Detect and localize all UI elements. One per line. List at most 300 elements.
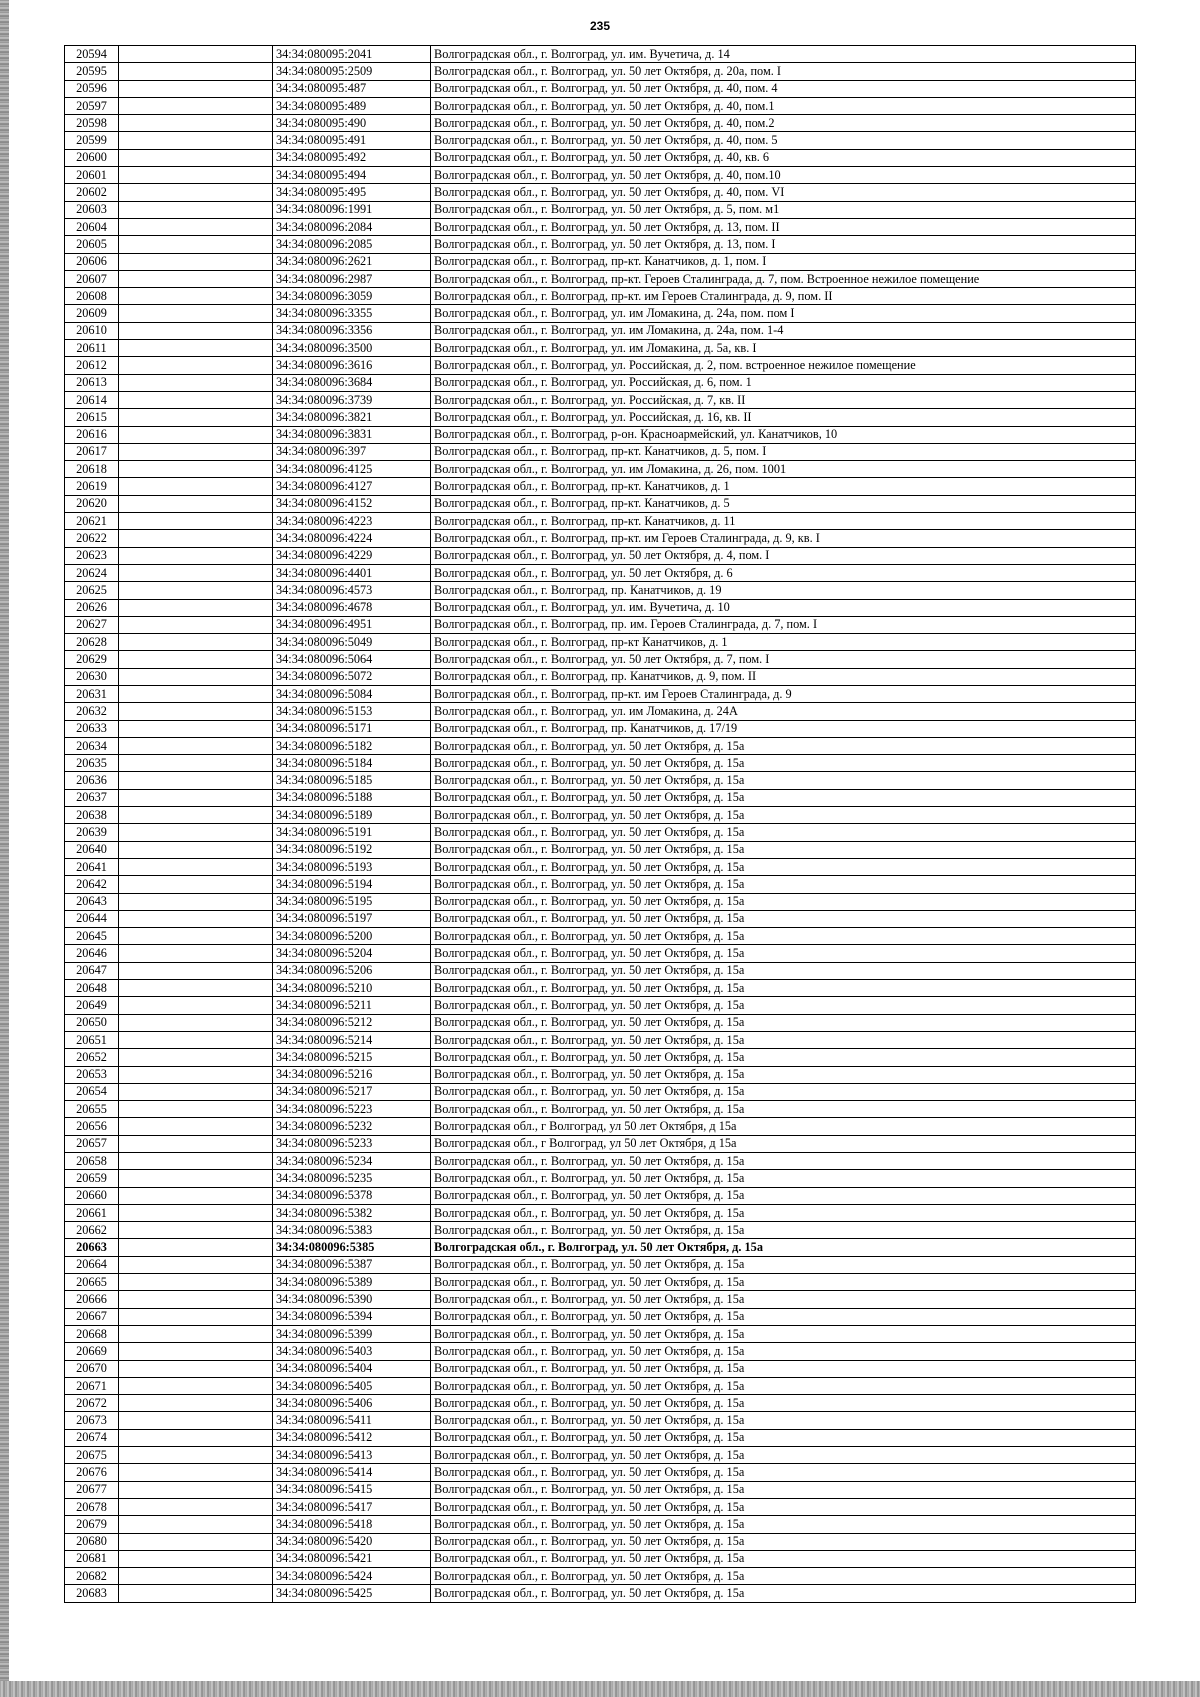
empty-cell bbox=[119, 1481, 273, 1498]
table-row bbox=[65, 46, 1136, 63]
table-row bbox=[65, 1464, 1136, 1481]
cadastral-number-cell: 34:34:080096:5417 bbox=[273, 1498, 431, 1515]
empty-cell bbox=[119, 167, 273, 184]
row-number-cell: 20649 bbox=[65, 997, 119, 1014]
table-row bbox=[65, 218, 1136, 235]
table-row bbox=[65, 997, 1136, 1014]
address-cell: Волгоградская обл., г. Волгоград, пр-кт. Канатчиков, д. 1 bbox=[431, 478, 1136, 495]
address-cell: Волгоградская обл., г. Волгоград, ул. 50 лет Октября, д. 13, пом. I bbox=[431, 236, 1136, 253]
row-number-cell: 20622 bbox=[65, 530, 119, 547]
row-number-cell: 20614 bbox=[65, 391, 119, 408]
row-number-cell: 20610 bbox=[65, 322, 119, 339]
empty-cell bbox=[119, 80, 273, 97]
table-row bbox=[65, 564, 1136, 581]
table-row bbox=[65, 478, 1136, 495]
empty-cell bbox=[119, 1031, 273, 1048]
cadastral-number-cell: 34:34:080096:5412 bbox=[273, 1429, 431, 1446]
empty-cell bbox=[119, 1464, 273, 1481]
table-row bbox=[65, 1325, 1136, 1342]
row-number-cell: 20639 bbox=[65, 824, 119, 841]
address-cell: Волгоградская обл., г. Волгоград, ул. 50 лет Октября, д. 15а bbox=[431, 1429, 1136, 1446]
empty-cell bbox=[119, 115, 273, 132]
table-row bbox=[65, 1049, 1136, 1066]
empty-cell bbox=[119, 651, 273, 668]
row-number-cell: 20679 bbox=[65, 1516, 119, 1533]
address-cell: Волгоградская обл., г. Волгоград, ул. 50 лет Октября, д. 40, пом.1 bbox=[431, 97, 1136, 114]
row-number-cell: 20609 bbox=[65, 305, 119, 322]
empty-cell bbox=[119, 980, 273, 997]
address-cell: Волгоградская обл., г. Волгоград, ул. 50 лет Октября, д. 15а bbox=[431, 1014, 1136, 1031]
row-number-cell: 20663 bbox=[65, 1239, 119, 1256]
row-number-cell: 20638 bbox=[65, 807, 119, 824]
cadastral-number-cell: 34:34:080096:397 bbox=[273, 443, 431, 460]
empty-cell bbox=[119, 685, 273, 702]
address-cell: Волгоградская обл., г. Волгоград, пр-кт. им Героев Сталинграда, д. 9, пом. II bbox=[431, 288, 1136, 305]
empty-cell bbox=[119, 1568, 273, 1585]
row-number-cell: 20633 bbox=[65, 720, 119, 737]
table-row bbox=[65, 1135, 1136, 1152]
row-number-cell: 20635 bbox=[65, 755, 119, 772]
cadastral-number-cell: 34:34:080096:5153 bbox=[273, 703, 431, 720]
row-number-cell: 20654 bbox=[65, 1083, 119, 1100]
table-row bbox=[65, 1222, 1136, 1239]
cadastral-number-cell: 34:34:080096:5385 bbox=[273, 1239, 431, 1256]
table-row bbox=[65, 893, 1136, 910]
table-row bbox=[65, 1568, 1136, 1585]
address-cell: Волгоградская обл., г. Волгоград, ул. 50 лет Октября, д. 15а bbox=[431, 997, 1136, 1014]
row-number-cell: 20669 bbox=[65, 1343, 119, 1360]
address-cell: Волгоградская обл., г. Волгоград, пр-кт. Канатчиков, д. 5, пом. I bbox=[431, 443, 1136, 460]
row-number-cell: 20675 bbox=[65, 1447, 119, 1464]
address-cell: Волгоградская обл., г. Волгоград, ул. 50 лет Октября, д. 40, пом.10 bbox=[431, 167, 1136, 184]
address-cell: Волгоградская обл., г. Волгоград, ул. 50 лет Октября, д. 15а bbox=[431, 1274, 1136, 1291]
address-cell: Волгоградская обл., г. Волгоград, ул. им Ломакина, д. 24а, пом. пом I bbox=[431, 305, 1136, 322]
empty-cell bbox=[119, 945, 273, 962]
cadastral-number-cell: 34:34:080096:5420 bbox=[273, 1533, 431, 1550]
table-row bbox=[65, 547, 1136, 564]
cadastral-number-cell: 34:34:080095:491 bbox=[273, 132, 431, 149]
table-row bbox=[65, 184, 1136, 201]
address-cell: Волгоградская обл., г. Волгоград, ул. 50 лет Октября, д. 15а bbox=[431, 1585, 1136, 1602]
table-row bbox=[65, 391, 1136, 408]
empty-cell bbox=[119, 1274, 273, 1291]
address-cell: Волгоградская обл., г. Волгоград, ул. 50 лет Октября, д. 15а bbox=[431, 1533, 1136, 1550]
cadastral-number-cell: 34:34:080096:5394 bbox=[273, 1308, 431, 1325]
row-number-cell: 20632 bbox=[65, 703, 119, 720]
row-number-cell: 20621 bbox=[65, 513, 119, 530]
cadastral-number-cell: 34:34:080096:4951 bbox=[273, 616, 431, 633]
table-row bbox=[65, 1429, 1136, 1446]
address-cell: Волгоградская обл., г. Волгоград, пр-кт. им Героев Сталинграда, д. 9, кв. I bbox=[431, 530, 1136, 547]
empty-cell bbox=[119, 962, 273, 979]
table-row bbox=[65, 80, 1136, 97]
row-number-cell: 20661 bbox=[65, 1204, 119, 1221]
table-row bbox=[65, 945, 1136, 962]
empty-cell bbox=[119, 1498, 273, 1515]
empty-cell bbox=[119, 720, 273, 737]
empty-cell bbox=[119, 616, 273, 633]
cadastral-number-cell: 34:34:080096:4125 bbox=[273, 461, 431, 478]
empty-cell bbox=[119, 184, 273, 201]
cadastral-number-cell: 34:34:080096:5211 bbox=[273, 997, 431, 1014]
cadastral-number-cell: 34:34:080096:5411 bbox=[273, 1412, 431, 1429]
registry-table bbox=[64, 45, 1136, 1603]
empty-cell bbox=[119, 97, 273, 114]
cadastral-number-cell: 34:34:080096:5235 bbox=[273, 1170, 431, 1187]
row-number-cell: 20674 bbox=[65, 1429, 119, 1446]
empty-cell bbox=[119, 1395, 273, 1412]
cadastral-number-cell: 34:34:080096:2621 bbox=[273, 253, 431, 270]
cadastral-number-cell: 34:34:080096:5064 bbox=[273, 651, 431, 668]
cadastral-number-cell: 34:34:080096:5413 bbox=[273, 1447, 431, 1464]
address-cell: Волгоградская обл., г. Волгоград, ул. 50 лет Октября, д. 15а bbox=[431, 980, 1136, 997]
address-cell: Волгоградская обл., г. Волгоград, ул. 50 лет Октября, д. 5, пом. м1 bbox=[431, 201, 1136, 218]
cadastral-number-cell: 34:34:080095:495 bbox=[273, 184, 431, 201]
row-number-cell: 20607 bbox=[65, 270, 119, 287]
table-row bbox=[65, 1118, 1136, 1135]
empty-cell bbox=[119, 391, 273, 408]
table-row bbox=[65, 1014, 1136, 1031]
address-cell: Волгоградская обл., г. Волгоград, ул. 50 лет Октября, д. 15а bbox=[431, 1204, 1136, 1221]
row-number-cell: 20644 bbox=[65, 910, 119, 927]
table-row bbox=[65, 149, 1136, 166]
empty-cell bbox=[119, 1066, 273, 1083]
table-row bbox=[65, 115, 1136, 132]
cadastral-number-cell: 34:34:080095:492 bbox=[273, 149, 431, 166]
cadastral-number-cell: 34:34:080096:5215 bbox=[273, 1049, 431, 1066]
cadastral-number-cell: 34:34:080096:2085 bbox=[273, 236, 431, 253]
cadastral-number-cell: 34:34:080096:3684 bbox=[273, 374, 431, 391]
address-cell: Волгоградская обл., г. Волгоград, пр. Канатчиков, д. 17/19 bbox=[431, 720, 1136, 737]
address-cell: Волгоградская обл., г. Волгоград, ул. 50 лет Октября, д. 15а bbox=[431, 1481, 1136, 1498]
row-number-cell: 20611 bbox=[65, 340, 119, 357]
empty-cell bbox=[119, 772, 273, 789]
row-number-cell: 20605 bbox=[65, 236, 119, 253]
cadastral-number-cell: 34:34:080096:5403 bbox=[273, 1343, 431, 1360]
cadastral-number-cell: 34:34:080096:5387 bbox=[273, 1256, 431, 1273]
scan-edge-bottom bbox=[0, 1681, 1200, 1697]
cadastral-number-cell: 34:34:080096:5189 bbox=[273, 807, 431, 824]
row-number-cell: 20665 bbox=[65, 1274, 119, 1291]
cadastral-number-cell: 34:34:080096:4678 bbox=[273, 599, 431, 616]
cadastral-number-cell: 34:34:080096:5234 bbox=[273, 1153, 431, 1170]
address-cell: Волгоградская обл., г. Волгоград, ул. 50 лет Октября, д. 15а bbox=[431, 1153, 1136, 1170]
row-number-cell: 20643 bbox=[65, 893, 119, 910]
address-cell: Волгоградская обл., г. Волгоград, ул. 50 лет Октября, д. 15а bbox=[431, 824, 1136, 841]
empty-cell bbox=[119, 703, 273, 720]
address-cell: Волгоградская обл., г. Волгоград, пр. им. Героев Сталинграда, д. 7, пом. I bbox=[431, 616, 1136, 633]
table-row bbox=[65, 599, 1136, 616]
address-cell: Волгоградская обл., г. Волгоград, ул. 50 лет Октября, д. 15а bbox=[431, 789, 1136, 806]
cadastral-number-cell: 34:34:080096:3616 bbox=[273, 357, 431, 374]
address-cell: Волгоградская обл., г. Волгоград, ул. 50 лет Октября, д. 20а, пом. I bbox=[431, 63, 1136, 80]
address-cell: Волгоградская обл., г. Волгоград, ул. 50 лет Октября, д. 15а bbox=[431, 1031, 1136, 1048]
cadastral-number-cell: 34:34:080096:5184 bbox=[273, 755, 431, 772]
cadastral-number-cell: 34:34:080096:5223 bbox=[273, 1101, 431, 1118]
table-row bbox=[65, 530, 1136, 547]
cadastral-number-cell: 34:34:080096:5424 bbox=[273, 1568, 431, 1585]
address-cell: Волгоградская обл., г. Волгоград, ул. им Ломакина, д. 26, пом. 1001 bbox=[431, 461, 1136, 478]
row-number-cell: 20594 bbox=[65, 46, 119, 63]
empty-cell bbox=[119, 1377, 273, 1394]
address-cell: Волгоградская обл., г. Волгоград, ул. 50 лет Октября, д. 15а bbox=[431, 1395, 1136, 1412]
empty-cell bbox=[119, 1412, 273, 1429]
cadastral-number-cell: 34:34:080096:5206 bbox=[273, 962, 431, 979]
address-cell: Волгоградская обл., г. Волгоград, ул. 50 лет Октября, д. 40, пом. 4 bbox=[431, 80, 1136, 97]
empty-cell bbox=[119, 1343, 273, 1360]
table-row bbox=[65, 910, 1136, 927]
table-row bbox=[65, 1516, 1136, 1533]
table-row bbox=[65, 789, 1136, 806]
row-number-cell: 20636 bbox=[65, 772, 119, 789]
cadastral-number-cell: 34:34:080095:489 bbox=[273, 97, 431, 114]
row-number-cell: 20601 bbox=[65, 167, 119, 184]
empty-cell bbox=[119, 461, 273, 478]
registry-table-body bbox=[65, 46, 1136, 1603]
table-row bbox=[65, 1204, 1136, 1221]
table-row bbox=[65, 253, 1136, 270]
row-number-cell: 20677 bbox=[65, 1481, 119, 1498]
empty-cell bbox=[119, 1239, 273, 1256]
row-number-cell: 20666 bbox=[65, 1291, 119, 1308]
address-cell: Волгоградская обл., г. Волгоград, ул. 50 лет Октября, д. 15а bbox=[431, 858, 1136, 875]
empty-cell bbox=[119, 547, 273, 564]
cadastral-number-cell: 34:34:080096:5084 bbox=[273, 685, 431, 702]
empty-cell bbox=[119, 1308, 273, 1325]
empty-cell bbox=[119, 1325, 273, 1342]
cadastral-number-cell: 34:34:080096:5378 bbox=[273, 1187, 431, 1204]
empty-cell bbox=[119, 236, 273, 253]
row-number-cell: 20616 bbox=[65, 426, 119, 443]
row-number-cell: 20642 bbox=[65, 876, 119, 893]
table-row bbox=[65, 824, 1136, 841]
table-row bbox=[65, 720, 1136, 737]
address-cell: Волгоградская обл., г. Волгоград, ул. 50 лет Октября, д. 15а bbox=[431, 755, 1136, 772]
cadastral-number-cell: 34:34:080096:5072 bbox=[273, 668, 431, 685]
address-cell: Волгоградская обл., г. Волгоград, ул. Российская, д. 6, пом. 1 bbox=[431, 374, 1136, 391]
cadastral-number-cell: 34:34:080096:4152 bbox=[273, 495, 431, 512]
empty-cell bbox=[119, 443, 273, 460]
address-cell: Волгоградская обл., г. Волгоград, ул. 50 лет Октября, д. 15а bbox=[431, 1308, 1136, 1325]
table-row bbox=[65, 1550, 1136, 1567]
cadastral-number-cell: 34:34:080096:5200 bbox=[273, 928, 431, 945]
row-number-cell: 20646 bbox=[65, 945, 119, 962]
cadastral-number-cell: 34:34:080096:5193 bbox=[273, 858, 431, 875]
address-cell: Волгоградская обл., г. Волгоград, ул. 50 лет Октября, д. 15а bbox=[431, 1066, 1136, 1083]
table-row bbox=[65, 685, 1136, 702]
empty-cell bbox=[119, 1083, 273, 1100]
cadastral-number-cell: 34:34:080096:5185 bbox=[273, 772, 431, 789]
empty-cell bbox=[119, 288, 273, 305]
cadastral-number-cell: 34:34:080096:3059 bbox=[273, 288, 431, 305]
empty-cell bbox=[119, 149, 273, 166]
address-cell: Волгоградская обл., г. Волгоград, ул. 50 лет Октября, д. 15а bbox=[431, 1360, 1136, 1377]
address-cell: Волгоградская обл., г. Волгоград, пр. Канатчиков, д. 9, пом. II bbox=[431, 668, 1136, 685]
address-cell: Волгоградская обл., г. Волгоград, ул. им. Вучетича, д. 14 bbox=[431, 46, 1136, 63]
row-number-cell: 20615 bbox=[65, 409, 119, 426]
table-row bbox=[65, 1533, 1136, 1550]
empty-cell bbox=[119, 737, 273, 754]
cadastral-number-cell: 34:34:080095:490 bbox=[273, 115, 431, 132]
empty-cell bbox=[119, 1516, 273, 1533]
table-row bbox=[65, 1377, 1136, 1394]
empty-cell bbox=[119, 218, 273, 235]
address-cell: Волгоградская обл., г. Волгоград, ул. 50 лет Октября, д. 6 bbox=[431, 564, 1136, 581]
empty-cell bbox=[119, 1204, 273, 1221]
empty-cell bbox=[119, 1550, 273, 1567]
table-row bbox=[65, 1343, 1136, 1360]
cadastral-number-cell: 34:34:080096:5182 bbox=[273, 737, 431, 754]
address-cell: Волгоградская обл., г. Волгоград, ул. 50 лет Октября, д. 15а bbox=[431, 1049, 1136, 1066]
cadastral-number-cell: 34:34:080096:5383 bbox=[273, 1222, 431, 1239]
table-row bbox=[65, 876, 1136, 893]
table-row bbox=[65, 1481, 1136, 1498]
empty-cell bbox=[119, 1533, 273, 1550]
cadastral-number-cell: 34:34:080096:3355 bbox=[273, 305, 431, 322]
address-cell: Волгоградская обл., г. Волгоград, ул. 50 лет Октября, д. 40, пом. 5 bbox=[431, 132, 1136, 149]
row-number-cell: 20631 bbox=[65, 685, 119, 702]
empty-cell bbox=[119, 755, 273, 772]
address-cell: Волгоградская обл., г. Волгоград, ул. 50 лет Октября, д. 15а bbox=[431, 928, 1136, 945]
address-cell: Волгоградская обл., г. Волгоград, пр-кт. им Героев Сталинграда, д. 9 bbox=[431, 685, 1136, 702]
address-cell: Волгоградская обл., г. Волгоград, ул. 50 лет Октября, д. 4, пом. I bbox=[431, 547, 1136, 564]
row-number-cell: 20651 bbox=[65, 1031, 119, 1048]
address-cell: Волгоградская обл., г. Волгоград, ул. 50 лет Октября, д. 40, пом. VI bbox=[431, 184, 1136, 201]
row-number-cell: 20653 bbox=[65, 1066, 119, 1083]
empty-cell bbox=[119, 1256, 273, 1273]
row-number-cell: 20673 bbox=[65, 1412, 119, 1429]
address-cell: Волгоградская обл., г. Волгоград, ул. 50 лет Октября, д. 15а bbox=[431, 1412, 1136, 1429]
address-cell: Волгоградская обл., г. Волгоград, ул. Российская, д. 16, кв. II bbox=[431, 409, 1136, 426]
row-number-cell: 20671 bbox=[65, 1377, 119, 1394]
cadastral-number-cell: 34:34:080096:4401 bbox=[273, 564, 431, 581]
address-cell: Волгоградская обл., г Волгоград, ул 50 лет Октября, д 15а bbox=[431, 1118, 1136, 1135]
table-row bbox=[65, 1187, 1136, 1204]
address-cell: Волгоградская обл., г. Волгоград, ул. 50 лет Октября, д. 15а bbox=[431, 1343, 1136, 1360]
empty-cell bbox=[119, 322, 273, 339]
table-row bbox=[65, 63, 1136, 80]
table-row bbox=[65, 236, 1136, 253]
cadastral-number-cell: 34:34:080096:4229 bbox=[273, 547, 431, 564]
table-row bbox=[65, 634, 1136, 651]
empty-cell bbox=[119, 1429, 273, 1446]
table-row bbox=[65, 513, 1136, 530]
row-number-cell: 20596 bbox=[65, 80, 119, 97]
address-cell: Волгоградская обл., г. Волгоград, ул. им Ломакина, д. 24А bbox=[431, 703, 1136, 720]
address-cell: Волгоградская обл., г. Волгоград, ул. 50 лет Октября, д. 15а bbox=[431, 1101, 1136, 1118]
row-number-cell: 20619 bbox=[65, 478, 119, 495]
address-cell: Волгоградская обл., г. Волгоград, пр-кт. Канатчиков, д. 1, пом. I bbox=[431, 253, 1136, 270]
address-cell: Волгоградская обл., г. Волгоград, ул. 50 лет Октября, д. 40, пом.2 bbox=[431, 115, 1136, 132]
address-cell: Волгоградская обл., г Волгоград, ул 50 лет Октября, д 15а bbox=[431, 1135, 1136, 1152]
cadastral-number-cell: 34:34:080096:5217 bbox=[273, 1083, 431, 1100]
table-row bbox=[65, 305, 1136, 322]
cadastral-number-cell: 34:34:080096:2987 bbox=[273, 270, 431, 287]
cadastral-number-cell: 34:34:080096:3831 bbox=[273, 426, 431, 443]
cadastral-number-cell: 34:34:080096:5197 bbox=[273, 910, 431, 927]
empty-cell bbox=[119, 1360, 273, 1377]
row-number-cell: 20683 bbox=[65, 1585, 119, 1602]
empty-cell bbox=[119, 253, 273, 270]
row-number-cell: 20657 bbox=[65, 1135, 119, 1152]
row-number-cell: 20670 bbox=[65, 1360, 119, 1377]
address-cell: Волгоградская обл., г. Волгоград, ул. 50 лет Октября, д. 15а bbox=[431, 772, 1136, 789]
row-number-cell: 20603 bbox=[65, 201, 119, 218]
row-number-cell: 20606 bbox=[65, 253, 119, 270]
table-row bbox=[65, 1585, 1136, 1602]
empty-cell bbox=[119, 201, 273, 218]
address-cell: Волгоградская обл., г. Волгоград, ул. Российская, д. 2, пом. встроенное нежилое помещение bbox=[431, 357, 1136, 374]
row-number-cell: 20608 bbox=[65, 288, 119, 305]
empty-cell bbox=[119, 340, 273, 357]
cadastral-number-cell: 34:34:080096:5171 bbox=[273, 720, 431, 737]
row-number-cell: 20659 bbox=[65, 1170, 119, 1187]
address-cell: Волгоградская обл., г. Волгоград, ул. 50 лет Октября, д. 15а bbox=[431, 1498, 1136, 1515]
address-cell: Волгоградская обл., г. Волгоград, ул. 50 лет Октября, д. 15а bbox=[431, 1325, 1136, 1342]
cadastral-number-cell: 34:34:080096:5195 bbox=[273, 893, 431, 910]
address-cell: Волгоградская обл., г. Волгоград, ул. 50 лет Октября, д. 15а bbox=[431, 1464, 1136, 1481]
table-row bbox=[65, 409, 1136, 426]
row-number-cell: 20655 bbox=[65, 1101, 119, 1118]
empty-cell bbox=[119, 876, 273, 893]
address-cell: Волгоградская обл., г. Волгоград, ул. 50 лет Октября, д. 7, пом. I bbox=[431, 651, 1136, 668]
table-row bbox=[65, 374, 1136, 391]
address-cell: Волгоградская обл., г. Волгоград, ул. им. Вучетича, д. 10 bbox=[431, 599, 1136, 616]
table-row bbox=[65, 1395, 1136, 1412]
table-row bbox=[65, 1447, 1136, 1464]
table-row bbox=[65, 737, 1136, 754]
address-cell: Волгоградская обл., г. Волгоград, ул. им Ломакина, д. 24а, пом. 1-4 bbox=[431, 322, 1136, 339]
cadastral-number-cell: 34:34:080096:5406 bbox=[273, 1395, 431, 1412]
table-row bbox=[65, 668, 1136, 685]
table-row bbox=[65, 495, 1136, 512]
row-number-cell: 20599 bbox=[65, 132, 119, 149]
table-row bbox=[65, 1291, 1136, 1308]
table-row bbox=[65, 1170, 1136, 1187]
empty-cell bbox=[119, 1170, 273, 1187]
empty-cell bbox=[119, 789, 273, 806]
cadastral-number-cell: 34:34:080096:5399 bbox=[273, 1325, 431, 1342]
cadastral-number-cell: 34:34:080096:5194 bbox=[273, 876, 431, 893]
row-number-cell: 20624 bbox=[65, 564, 119, 581]
empty-cell bbox=[119, 1291, 273, 1308]
address-cell: Волгоградская обл., г. Волгоград, пр-кт. Канатчиков, д. 11 bbox=[431, 513, 1136, 530]
empty-cell bbox=[119, 478, 273, 495]
table-row bbox=[65, 1256, 1136, 1273]
cadastral-number-cell: 34:34:080095:494 bbox=[273, 167, 431, 184]
cadastral-number-cell: 34:34:080096:1991 bbox=[273, 201, 431, 218]
empty-cell bbox=[119, 564, 273, 581]
empty-cell bbox=[119, 1118, 273, 1135]
row-number-cell: 20617 bbox=[65, 443, 119, 460]
table-row bbox=[65, 841, 1136, 858]
row-number-cell: 20637 bbox=[65, 789, 119, 806]
address-cell: Волгоградская обл., г. Волгоград, ул. 50 лет Октября, д. 15а bbox=[431, 910, 1136, 927]
address-cell: Волгоградская обл., г. Волгоград, ул. 50 лет Октября, д. 15а bbox=[431, 1447, 1136, 1464]
cadastral-number-cell: 34:34:080096:3739 bbox=[273, 391, 431, 408]
empty-cell bbox=[119, 530, 273, 547]
table-row bbox=[65, 322, 1136, 339]
row-number-cell: 20629 bbox=[65, 651, 119, 668]
row-number-cell: 20662 bbox=[65, 1222, 119, 1239]
cadastral-number-cell: 34:34:080095:487 bbox=[273, 80, 431, 97]
row-number-cell: 20625 bbox=[65, 582, 119, 599]
empty-cell bbox=[119, 409, 273, 426]
empty-cell bbox=[119, 858, 273, 875]
address-cell: Волгоградская обл., г. Волгоград, ул. 50 лет Октября, д. 15а bbox=[431, 1568, 1136, 1585]
empty-cell bbox=[119, 1135, 273, 1152]
empty-cell bbox=[119, 1187, 273, 1204]
